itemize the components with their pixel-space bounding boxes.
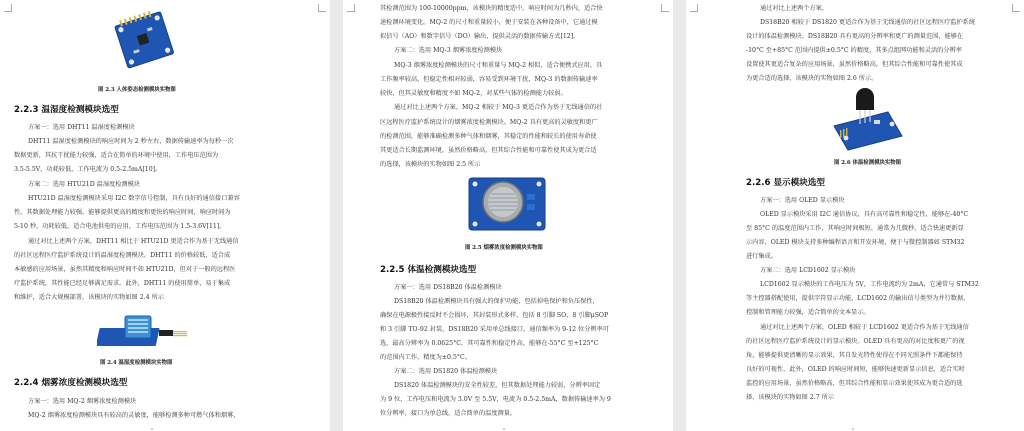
text-line: 为 9 位，工作电压和电流为 3.0V 至 5.5V，电流为 0.5-2.5mA，数据传输速率为 9 bbox=[380, 396, 611, 403]
text-line: 等主控器搭配使用，提供字符显示功能，LCD1602 的输出信号类型为并行数据， bbox=[746, 295, 970, 302]
text-line: 通过对比上述两个方案， bbox=[760, 5, 829, 12]
text-line: 区远程医疗监护系统设计的烟雾浓度检测模块。MQ-2 具有更高的灵敏度和更广 bbox=[380, 119, 598, 126]
text-line: 方案二：选用 LCD1602 显示模块 bbox=[760, 267, 856, 274]
text-line: 方案二：选用 MQ-3 烟雾浓度检测模块 bbox=[394, 47, 503, 54]
text-line: 位分辨率，接口为单总线，适合简单的温度测量。 bbox=[380, 410, 517, 417]
document-page-3 bbox=[686, 0, 1024, 431]
text-line: 通过对比上述两个方案，OLED 相较于 LCD1602 更适合作为基于无线通信 bbox=[760, 324, 969, 331]
figure-2-6-temperature-module bbox=[826, 82, 912, 156]
text-line: 其更适合长期监测环境，虽然价格略高，但其综合性能和可靠性使其成为更合适 bbox=[380, 147, 597, 154]
text-line: DS18B20 体温检测模块具有强大的保护功能，包括掉电保护和负压保性， bbox=[394, 298, 599, 305]
text-line: 择，该模块的实物如图 2.7 所示 bbox=[746, 394, 835, 401]
text-line: 的社区远程医疗监护系统设计的显示模块。OLED 具有更高的对比度和更广的视 bbox=[746, 338, 965, 345]
text-line: 工作频率较高，但稳定性相对较弱，容易受到环境干扰，MQ-3 的数据传输速率 bbox=[380, 76, 598, 83]
figure-caption: 图 2.4 温湿度检测模块实物图 bbox=[100, 360, 173, 366]
document-page-1 bbox=[0, 0, 330, 431]
text-line: 的社区远程医疗监护系统设计的温湿度检测模块。DHT11 的价格较低，适合成 bbox=[14, 252, 231, 259]
text-line: 数据更新，其抗干扰能力较强，适合在简单的环境中使用，工作电压范围为 bbox=[14, 152, 219, 159]
text-line: OLED 显示模块采用 I2C 通信协议，具有高可靠性和稳定性，能够在-40°C bbox=[760, 211, 969, 218]
text-line: HTU21D 温湿度检测模块采用 I2C 数字信号控制，具有良好的通信接口兼容 bbox=[28, 195, 240, 202]
text-line: DS18B20 相较于 DS1820 更适合作为基于无线通信的社区远程医疗监护系统 bbox=[760, 19, 976, 26]
text-line: 方案一：选用 MQ-2 烟雾浓度检测模块 bbox=[28, 398, 137, 405]
text-line: 性，其数据处理能力较强，能够提供更高的精度和更快的响应时间，响应时间为 bbox=[14, 209, 231, 216]
text-line: 5-10 秒，功耗较低，适合电池供电的应用，工作电压范围为 1.5-3.6V[11]。 bbox=[14, 223, 226, 230]
section-heading: 2.2.5 体温检测模块选型 bbox=[380, 265, 477, 275]
text-line: 为更合适的选择，该模块的实物如图 2.6 所示。 bbox=[746, 75, 878, 82]
text-line: 较快，但其灵敏度和精度不如 MQ-2，对某些气体的检测能力较弱。 bbox=[380, 90, 567, 97]
page-corner-mark bbox=[690, 4, 698, 12]
text-line: 其检测范围为 100-10000ppm，该模块的精度适中，响应时间为几秒内，适合快 bbox=[380, 5, 603, 12]
text-line: 良好的可视性，此外，OLED 的响应时间短，能够快速更新显示信息，适合实时 bbox=[746, 366, 965, 373]
figure-caption: 图 2.5 烟雾浓度检测模块实物图 bbox=[465, 245, 543, 251]
text-line: 角，能够提供更清晰的显示效果，其自发光特性使得在不同光照条件下都能保持 bbox=[746, 352, 963, 359]
page-corner-mark bbox=[347, 4, 355, 12]
text-line: 的检测范围，能够准确检测多种气体和烟雾，其稳定的性能和较长的使用寿命使 bbox=[380, 133, 597, 140]
text-line: 本敏感的应用场景，虽然其精度和响应时间不如 HTU21D，但对于一般的远程医 bbox=[14, 266, 236, 273]
text-line: 控制和管理能力较强，适合简单的文本显示。 bbox=[746, 309, 870, 316]
figure-2-4-humidity-module bbox=[97, 312, 191, 352]
text-line: 示内容，OLED 模块支持多种编程语言和开发环境，便于与微控制器如 STM32 bbox=[746, 239, 965, 246]
figure-caption: 图 2.6 体温检测模块实物图 bbox=[834, 160, 902, 166]
text-line: 的范围内工作，精度为±0.5°C。 bbox=[380, 354, 471, 361]
text-line: 至 85°C 的温度范围内工作，其响应时间极短，通常为几微秒，适合快速更新显 bbox=[746, 225, 964, 232]
text-line: 和 3 引脚 TO-92 封装，DS18B20 采用单总线接口，通信频率为 9-12 位分辨率可 bbox=[380, 326, 609, 333]
section-heading: 2.2.6 显示模块选型 bbox=[746, 178, 826, 188]
page-marker bbox=[852, 428, 854, 430]
text-line: MQ-2 烟雾浓度检测模块具有较高的灵敏度，能够检测多种可燃气体和烟雾， bbox=[28, 412, 240, 419]
figure-caption: 图 2.3 人体姿态检测模块实物图 bbox=[98, 87, 176, 93]
text-line: LCD1602 显示模块的工作电压为 5V，工作电流约为 2mA，它通常与 STM32 bbox=[760, 281, 979, 288]
page-corner-mark bbox=[661, 4, 669, 12]
text-line: 方案二：选用 HTU21D 温湿度检测模块 bbox=[28, 181, 140, 188]
page-corner-mark bbox=[4, 4, 12, 12]
text-line: 方案二：选用 DS1820 体温检测模块 bbox=[394, 368, 498, 375]
page-marker bbox=[503, 428, 505, 430]
text-line: 选，最高分辨率为 0.0625°C，其可靠性和稳定性高，能够在-55°C 至+125°C bbox=[380, 340, 599, 347]
page-corner-mark bbox=[318, 4, 326, 12]
text-line: DS1820 体温检测模块的安全性较差，但其数据处理能力较弱，分辨率固定 bbox=[394, 382, 601, 389]
text-line: 确保在电源极性接反时不会损坏，其封装形式多样，包括 8 引脚 SO、8 引脚μSOP bbox=[380, 312, 609, 319]
text-line: 设计的体温检测模块。DS18B20 具有更高的分辨率和更广的测量范围，能够在 bbox=[746, 33, 964, 40]
text-line: 的选择，该模块的实物如图 2.5 所示 bbox=[380, 161, 481, 168]
text-line: 设置使其更适合复杂的应用场景，虽然价格略高，但其综合性能和可靠性使其成 bbox=[746, 61, 963, 68]
text-line: MQ-3 烟雾浓度检测模块的尺寸和重量与 MQ-2 相似，适合便携式应用，具 bbox=[394, 62, 603, 69]
text-line: 方案一：选用 OLED 显示模块 bbox=[760, 197, 845, 204]
page-marker bbox=[151, 428, 153, 430]
section-heading: 2.2.3 温湿度检测模块选型 bbox=[14, 105, 119, 115]
page-corner-mark bbox=[1012, 4, 1020, 12]
figure-2-5-smoke-module bbox=[463, 170, 551, 236]
text-line: 通过对比上述两个方案，DHT11 相比于 HTU21D 更适合作为基于无线通信 bbox=[28, 238, 239, 245]
text-line: -10°C 至+85°C 范围内提供±0.5°C 的精度，其多点组网功能和灵活的分辨率 bbox=[746, 47, 962, 54]
text-line: 和维护，适合大规模部署，该模块的实物如图 2.4 所示 bbox=[14, 294, 164, 301]
text-line: 速检测环境变化。MQ-2 的尺寸和重量较小，便于安装在各种设备中，它通过模 bbox=[380, 19, 598, 26]
text-line: 通过对比上述两个方案，MQ-2 相较于 MQ-3 更适合作为基于无线通信的社 bbox=[394, 104, 603, 111]
text-line: 方案一：选用 DS18B20 体温检测模块 bbox=[394, 284, 502, 291]
text-line: 疗监护系统，其性能已经足够满足需求。此外，DHT11 的使用简单，易于集成 bbox=[14, 280, 231, 287]
text-line: 3.5-5.5V，功耗较低，工作电流为 0.5-2.5mA[10]。 bbox=[14, 166, 162, 173]
text-line: 监控的应用场景，虽然价格略高，但其综合性能和显示效果使其成为更合适的选 bbox=[746, 380, 963, 387]
text-line: 方案一：选用 DHT11 温湿度检测模块 bbox=[28, 124, 135, 131]
text-line: DHT11 温湿度检测模块的响应时间为 2 秒左右，数据传输速率为每秒一次 bbox=[28, 138, 234, 145]
section-heading: 2.2.4 烟雾浓度检测模块选型 bbox=[14, 378, 128, 388]
text-line: 拟信号（AO）和数字信号（DO）输出，提供灵活的数据传输方式[12]。 bbox=[380, 33, 580, 40]
document-page-2 bbox=[343, 0, 673, 431]
text-line: 进行集成。 bbox=[746, 253, 777, 260]
figure-2-3-human-posture-module bbox=[112, 6, 176, 72]
